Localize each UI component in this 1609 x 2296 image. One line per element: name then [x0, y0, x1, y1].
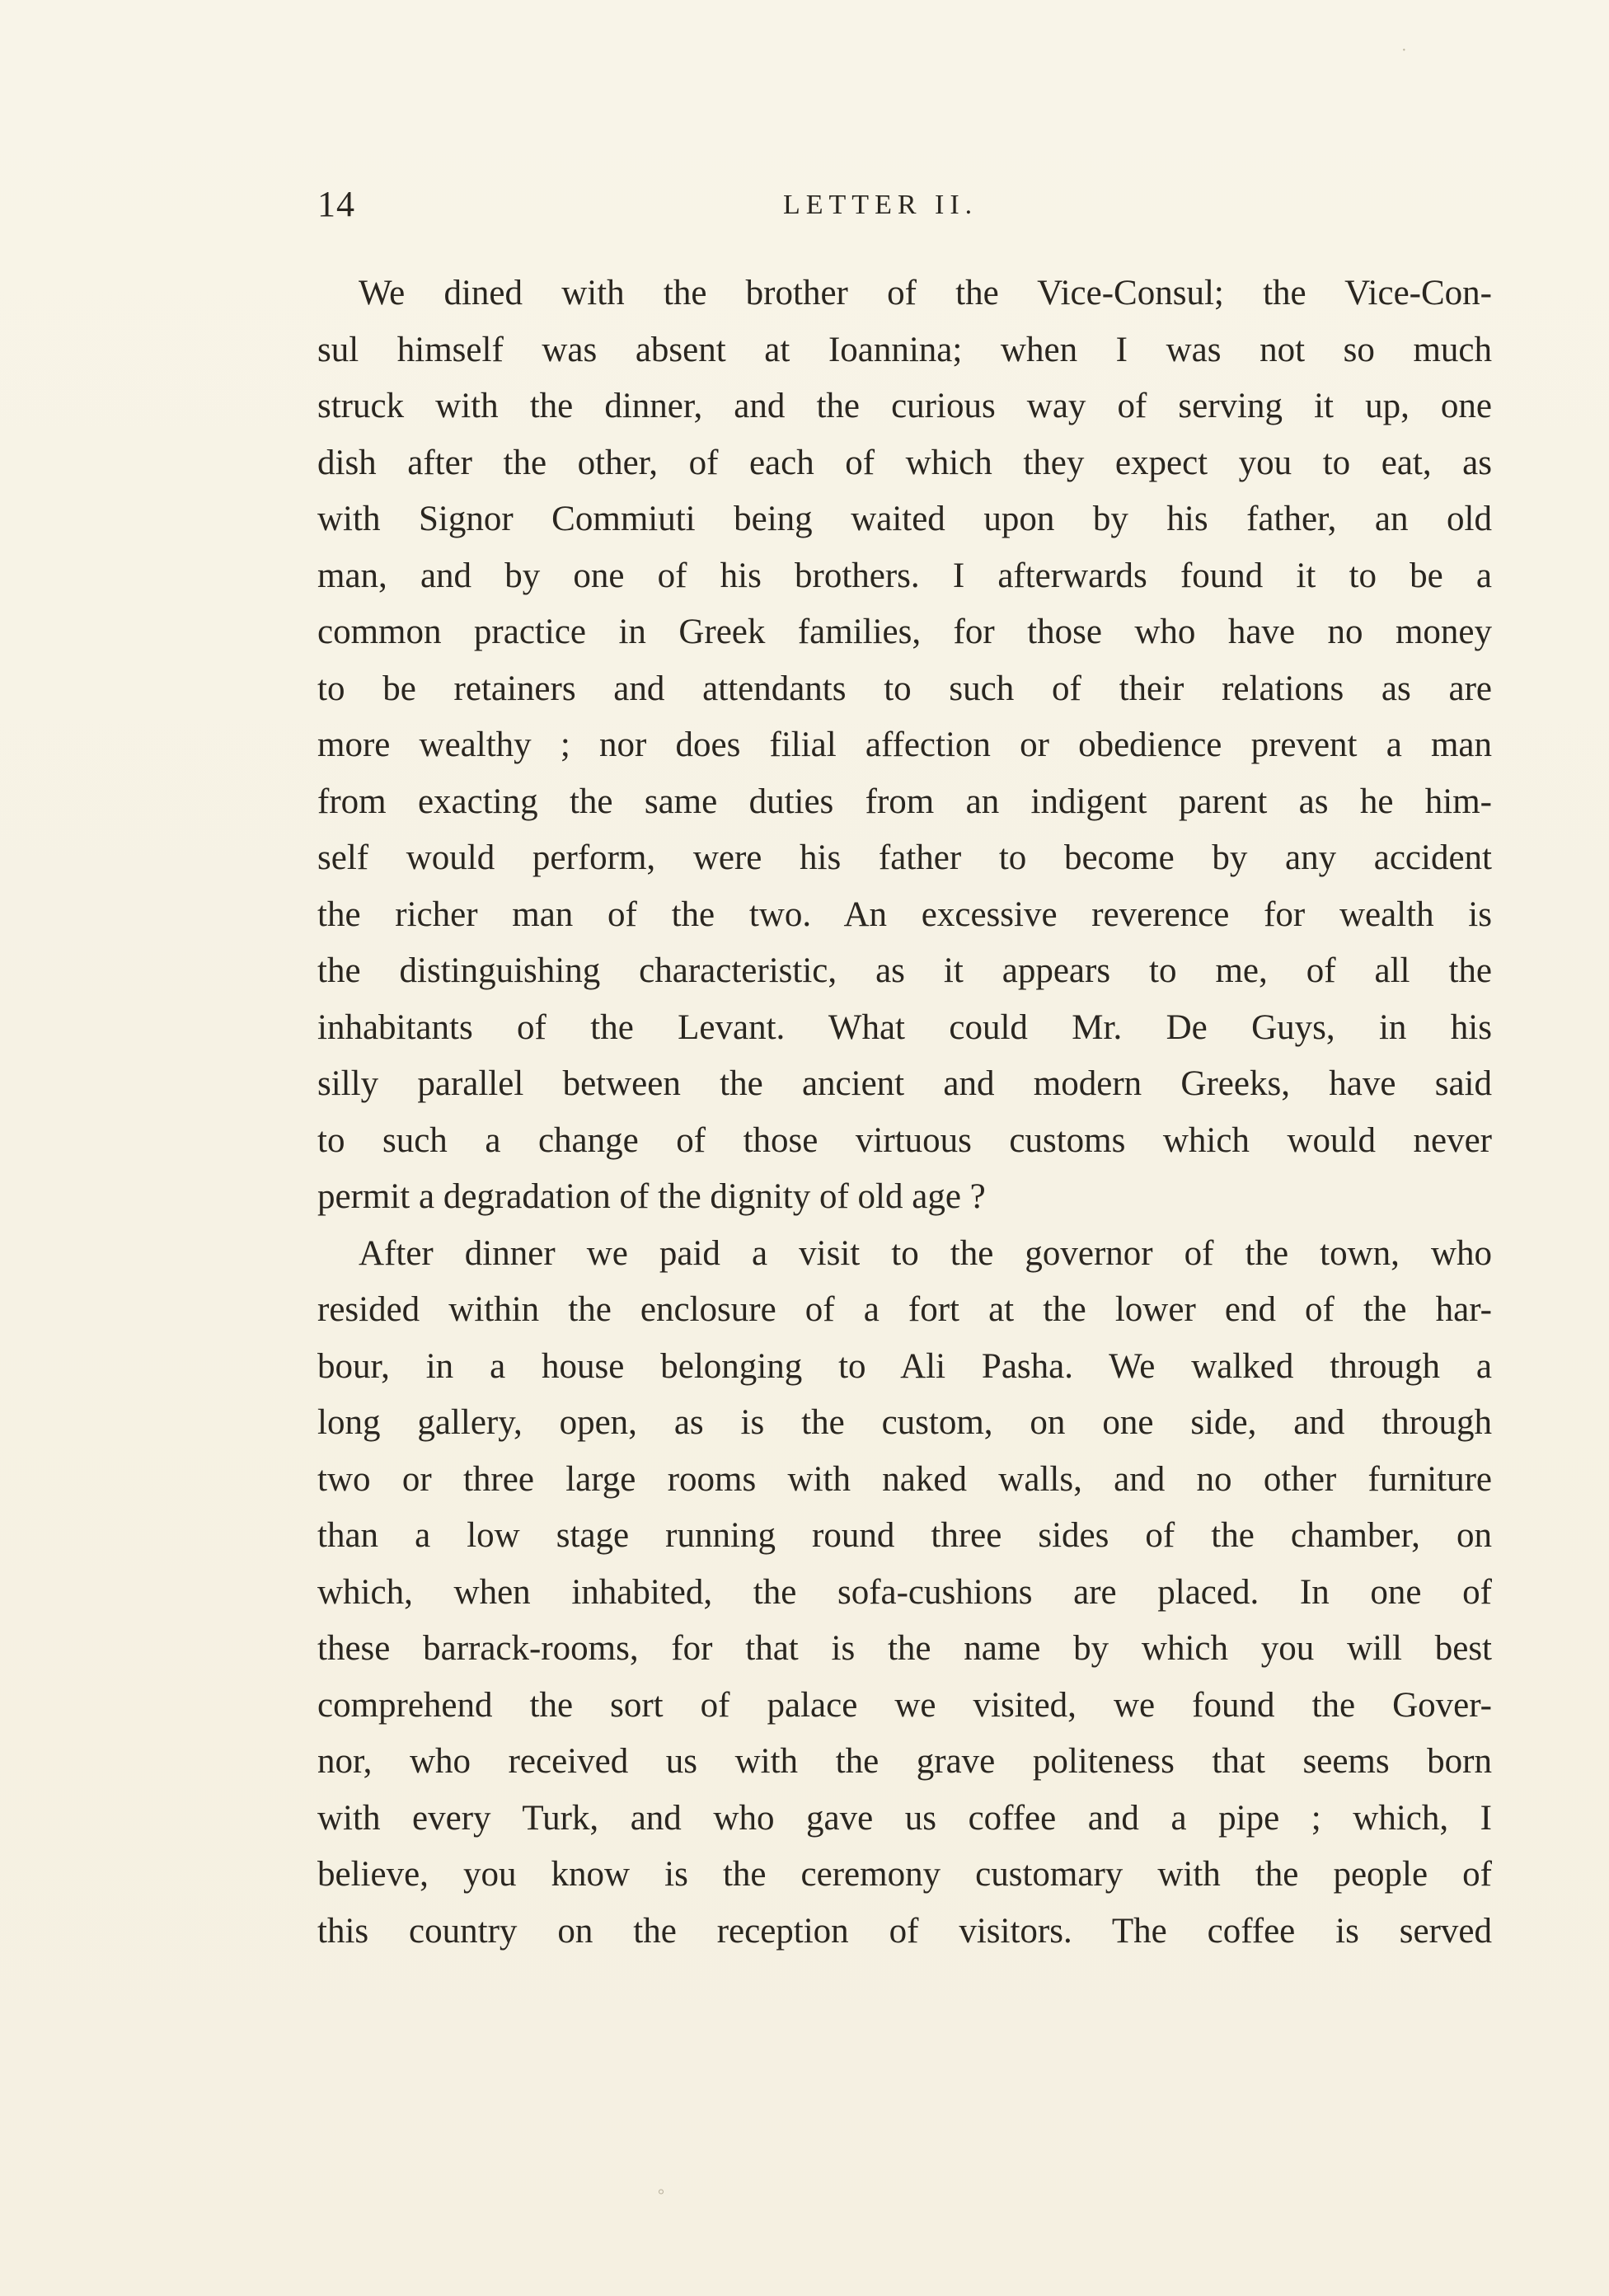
text-line: permit a degradation of the dignity of old age ? — [317, 1177, 986, 1216]
text-line: inhabitants of the Levant. What could Mr. De Guys, in his — [317, 1007, 1492, 1047]
text-line: from exacting the same duties from an indigent parent as he him- — [317, 782, 1492, 821]
text-line: this country on the reception of visitors. The coffee is served — [317, 1911, 1492, 1951]
text-line: bour, in a house belonging to Ali Pasha. We walked through a — [317, 1346, 1492, 1386]
text-line: sul himself was absent at Ioannina; when I was not so much — [317, 330, 1492, 369]
text-line: dish after the other, of each of which they expect you to eat, as — [317, 443, 1492, 482]
text-line: than a low stage running round three sides of the chamber, on — [317, 1516, 1492, 1555]
text-line: self would perform, were his father to become by any accident — [317, 838, 1492, 877]
margin-speck: · — [1401, 41, 1407, 59]
text-line: believe, you know is the ceremony customary with the people of — [317, 1855, 1492, 1894]
text-line: more wealthy ; nor does filial affection or obedience prevent a man — [317, 725, 1492, 764]
body-text — [317, 265, 1492, 1960]
page-number: 14 — [317, 184, 355, 224]
text-line: After dinner we paid a visit to the governor of the town, who — [359, 1233, 1492, 1273]
text-line: We dined with the brother of the Vice-Consul; the Vice-Con- — [359, 274, 1492, 312]
text-line: man, and by one of his brothers. I afterwards found it to be a — [317, 556, 1492, 595]
text-line: which, when inhabited, the sofa-cushions are placed. In one of — [317, 1572, 1492, 1612]
text-line: common practice in Greek families, for those who have no money — [317, 613, 1492, 651]
text-line: to be retainers and attendants to such of their relations as are — [317, 669, 1492, 708]
text-line: the richer man of the two. An excessive reverence for wealth is — [317, 894, 1492, 934]
text-line: long gallery, open, as is the custom, on one side, and through — [317, 1403, 1492, 1442]
text-line: to such a change of those virtuous customs which would never — [317, 1120, 1492, 1160]
margin-speck: ° — [658, 2186, 664, 2204]
text-line: resided within the enclosure of a fort at the lower end of the har- — [317, 1290, 1492, 1329]
text-line: these barrack-rooms, for that is the name by which you will best — [317, 1629, 1492, 1668]
text-line: silly parallel between the ancient and modern Greeks, have said — [317, 1064, 1492, 1103]
text-line: nor, who received us with the grave politeness that seems born — [317, 1742, 1492, 1781]
text-line: with every Turk, and who gave us coffee and a pipe ; which, I — [317, 1798, 1492, 1838]
running-head: LETTER II. — [783, 190, 978, 220]
text-line: two or three large rooms with naked walls, and no other furniture — [317, 1459, 1492, 1499]
text-line: the distinguishing characteristic, as it appears to me, of all the — [317, 951, 1492, 990]
text-line: with Signor Commiuti being waited upon by his father, an old — [317, 500, 1492, 538]
text-line: comprehend the sort of palace we visited, we found the Gover- — [317, 1685, 1492, 1725]
page-header — [317, 183, 1504, 232]
text-line: struck with the dinner, and the curious way of serving it up, one — [317, 387, 1492, 425]
